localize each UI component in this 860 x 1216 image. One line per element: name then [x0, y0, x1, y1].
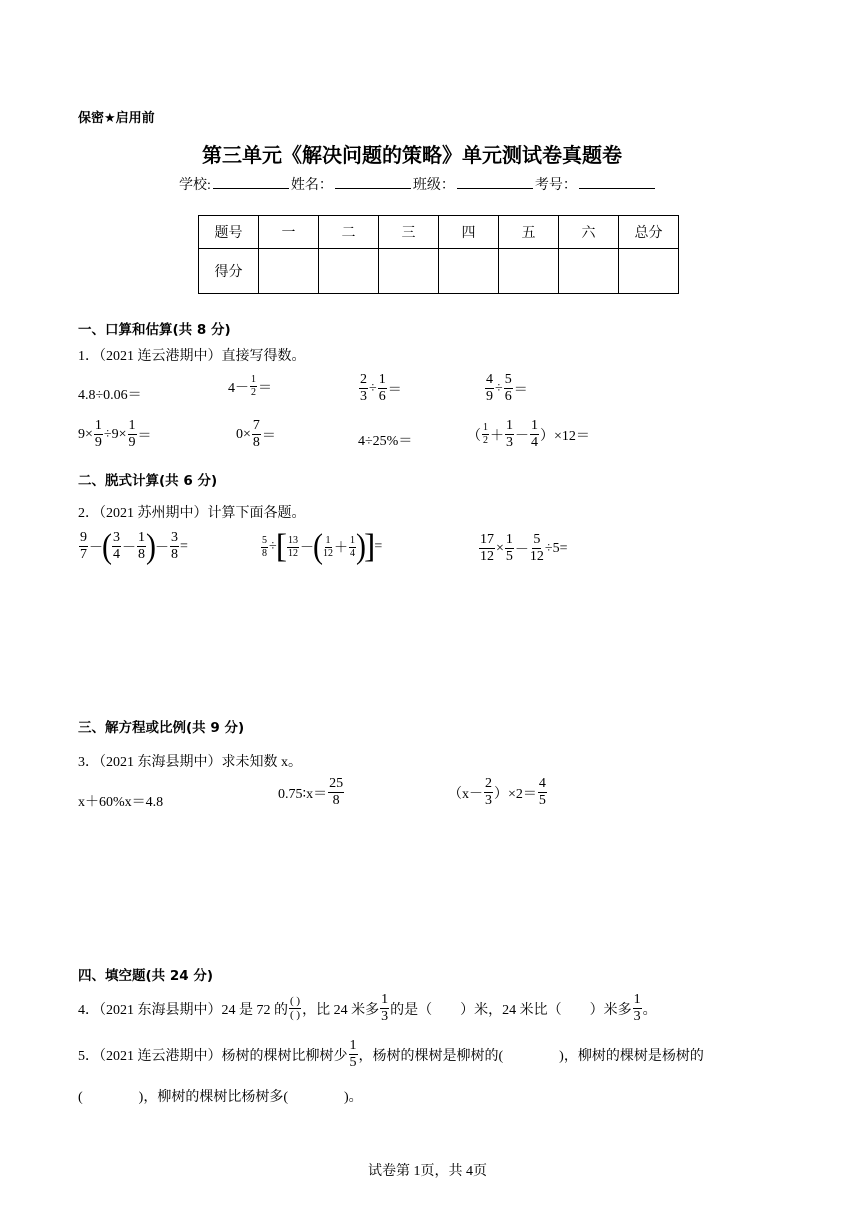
denominator: 8 [138, 547, 145, 562]
denominator: 9 [94, 435, 102, 450]
denominator: 6 [378, 389, 386, 404]
score-table-header-cell: 四 [439, 216, 499, 249]
q1-b-fraction [250, 375, 257, 398]
denominator: 3 [506, 435, 513, 450]
numerator: 1 [381, 992, 389, 1007]
name-label: 姓名： [290, 178, 333, 193]
score-cell[interactable] [319, 249, 379, 294]
school-blank[interactable] [213, 176, 289, 189]
q1-h-fraction-2 [505, 419, 514, 450]
denominator: 3 [381, 1009, 389, 1024]
q2-a-fraction-4 [170, 531, 179, 562]
denominator: 4 [113, 547, 120, 562]
score-cell[interactable] [439, 249, 499, 294]
exam-no-label: 考号： [534, 178, 577, 193]
q1-f-text-2: ＝ [261, 428, 276, 444]
q2-b-minus: － [300, 541, 315, 556]
q3-item-a [78, 791, 163, 811]
q1-item-f [236, 419, 276, 450]
score-table-header-cell: 题号 [199, 216, 259, 249]
q2-a-minus-2: － [122, 540, 136, 556]
q4-text-2: ，比 24 米多 [302, 1002, 380, 1018]
q4-text-3: 的是（ ）米，24 米比（ ）米多 [390, 1002, 632, 1018]
q2-b-fraction-1 [261, 536, 268, 559]
numerator: 2 [485, 776, 492, 791]
score-table-header-cell: 一 [259, 216, 319, 249]
q2-item-b [260, 527, 383, 566]
numerator: 17 [480, 532, 494, 547]
q2-a-fraction-2 [112, 531, 121, 562]
q3-item-c [448, 777, 548, 808]
numerator: 3 [171, 530, 178, 545]
exam-no-blank[interactable] [579, 176, 655, 189]
q1-c-op: ÷ [369, 380, 377, 396]
q2-b-plus: ＋ [334, 541, 349, 556]
numerator: 13 [288, 534, 299, 546]
numerator: 1 [505, 532, 513, 547]
q2-b-op: ÷ [269, 539, 277, 554]
numerator: 1 [128, 418, 136, 433]
q4-text-1: 4．（2021 东海县期中）24 是 72 的 [78, 1002, 288, 1018]
q4-blank-fraction[interactable] [289, 996, 301, 1021]
q1-item-d [484, 373, 528, 404]
school-label: 学校: [179, 178, 211, 193]
right-paren: ) [356, 527, 367, 566]
q3-c-fraction-1 [484, 777, 493, 808]
score-table [198, 215, 679, 294]
score-table-header-row [199, 216, 679, 249]
score-table-header-cell: 总分 [619, 216, 679, 249]
q1-e-fraction-1 [94, 419, 103, 450]
q3-item-b [278, 777, 345, 808]
score-table-header-cell: 二 [319, 216, 379, 249]
denominator: 9 [128, 435, 136, 450]
left-bracket: [ [275, 528, 288, 565]
q1-b-text-1: 4－ [228, 380, 249, 396]
page-title: 第三单元《解决问题的策略》单元测试卷真题卷 [202, 143, 622, 167]
name-blank[interactable] [335, 176, 411, 189]
denominator: 7 [80, 547, 87, 562]
q3-a-text: x＋60%x＝4.8 [78, 795, 164, 810]
numerator: 3 [113, 530, 120, 545]
q1-c-fraction-1 [359, 373, 368, 404]
q2-item-a [78, 526, 188, 565]
numerator: 1 [350, 534, 356, 546]
q1-d-fraction-2 [504, 373, 513, 404]
q4-text-4: 。 [642, 1002, 657, 1018]
q1-item-g [358, 430, 412, 450]
section-1-title: 一、口算和估算(共 8 分) [78, 322, 231, 338]
numerator: 4 [538, 776, 546, 791]
q2-b-fraction-2 [287, 536, 299, 559]
q1-item-b [228, 375, 272, 398]
q2-b-eq: = [374, 539, 383, 554]
denominator: 3 [633, 1009, 641, 1024]
numerator: 9 [80, 530, 87, 545]
q3-c-text-2: ）×2＝ [494, 786, 537, 802]
numerator: 5 [533, 532, 541, 547]
class-label: 班级： [412, 178, 455, 193]
q1-d-eq: ＝ [513, 382, 528, 398]
denominator: 3 [360, 389, 367, 404]
numerator: 1 [94, 418, 102, 433]
question-1-prompt: 1．（2021 连云港期中）直接写得数。 [78, 349, 306, 364]
q5-text-1: 5．（2021 连云港期中）杨树的棵树比柳树少 [78, 1048, 348, 1064]
q3-b-fraction [328, 777, 344, 808]
page-footer: 试卷第 1页，共 4页 [368, 1164, 487, 1179]
q1-item-h [467, 419, 590, 450]
q3-c-fraction-2 [538, 777, 547, 808]
denominator: 8 [171, 547, 178, 562]
denominator: 12 [323, 547, 334, 559]
q2-c-fraction-3 [530, 533, 544, 564]
score-cell[interactable] [259, 249, 319, 294]
q1-e-fraction-2 [128, 419, 137, 450]
q5-text-2: ，杨树的棵树是柳树的( )，柳树的棵树是杨树的 [358, 1048, 704, 1064]
q2-a-minus-3: － [155, 540, 169, 556]
denominator: 12 [288, 547, 299, 559]
denominator: 6 [504, 389, 512, 404]
q2-c-fraction-1 [479, 533, 495, 564]
right-bracket: ] [364, 528, 376, 565]
numerator: 2 [360, 372, 367, 387]
numerator: 1 [506, 418, 513, 433]
question-2-prompt: 2．（2021 苏州期中）计算下面各题。 [78, 506, 306, 521]
q1-d-op: ÷ [495, 380, 503, 396]
question-5 [78, 1039, 704, 1070]
q1-f-text-1: 0× [236, 426, 251, 442]
score-cell[interactable] [379, 249, 439, 294]
q3-c-text-1: （x－ [448, 786, 483, 802]
q2-c-minus: － [514, 542, 529, 558]
q2-a-eq: = [180, 538, 188, 554]
denominator: 4 [350, 547, 356, 559]
q5-fraction [349, 1039, 358, 1070]
q1-item-a [78, 384, 142, 404]
q4-fraction-3 [633, 993, 642, 1024]
numerator: 5 [504, 372, 512, 387]
q1-d-fraction-1 [485, 373, 494, 404]
denominator: 3 [485, 793, 492, 808]
denominator: 9 [486, 389, 493, 404]
denominator: 8 [262, 547, 267, 559]
q1-item-a-text: 4.8÷0.06＝ [78, 388, 142, 403]
numerator: 1 [531, 418, 538, 433]
q1-h-text-1: （ [467, 428, 481, 444]
q1-e-text-3: ＝ [137, 428, 152, 444]
denominator: 8 [252, 435, 260, 450]
section-4-title: 四、填空题(共 24 分) [78, 968, 214, 984]
denominator: 4 [531, 435, 538, 450]
question-4 [78, 993, 657, 1024]
right-paren: ) [146, 526, 156, 565]
score-cell[interactable] [499, 249, 559, 294]
numerator: 1 [325, 534, 331, 546]
question-3-prompt: 3．（2021 东海县期中）求未知数 x。 [78, 755, 302, 770]
student-info-line [179, 174, 657, 194]
q2-a-fraction-1 [79, 531, 88, 562]
q1-h-text-2: ＋ [490, 428, 504, 444]
numerator: 1 [378, 372, 386, 387]
denominator: 5 [505, 549, 513, 564]
q4-fraction-2 [380, 993, 389, 1024]
numerator: 1 [138, 530, 145, 545]
denominator: 12 [529, 549, 544, 564]
denominator: 2 [251, 387, 256, 398]
score-table-header-cell: 三 [379, 216, 439, 249]
q2-b-fraction-4 [349, 536, 356, 559]
score-cell[interactable] [619, 249, 679, 294]
numerator: 25 [329, 776, 344, 791]
denominator: 12 [480, 549, 494, 564]
section-2-title: 二、脱式计算(共 6 分) [78, 473, 218, 489]
q1-g-text: 4÷25%＝ [358, 434, 413, 449]
q2-item-c [478, 533, 568, 564]
q1-e-text-2: ÷9× [103, 426, 127, 442]
q2-a-fraction-3 [137, 531, 146, 562]
secret-mark: 保密★启用前 [78, 111, 155, 126]
q2-c-fraction-2 [505, 533, 514, 564]
numerator: 5 [262, 534, 267, 546]
score-cell[interactable] [559, 249, 619, 294]
section-3-title: 三、解方程或比例(共 9 分) [78, 720, 245, 736]
class-blank[interactable] [457, 176, 533, 189]
numerator: 7 [252, 418, 260, 433]
q1-h-fraction-3 [530, 419, 539, 450]
numerator: 4 [486, 372, 493, 387]
q1-c-eq: ＝ [387, 382, 402, 398]
numerator: 1 [483, 422, 488, 433]
score-table-header-cell: 六 [559, 216, 619, 249]
numerator: 1 [633, 992, 641, 1007]
denominator: 8 [332, 793, 340, 808]
q1-item-c [358, 373, 402, 404]
q1-h-fraction-1 [482, 423, 489, 446]
score-table-score-row [199, 249, 679, 294]
q3-b-text: 0.75∶x＝ [278, 786, 328, 802]
denominator: 2 [483, 435, 488, 446]
q2-b-fraction-3 [323, 536, 333, 559]
q1-item-e [78, 419, 152, 450]
q1-c-fraction-2 [378, 373, 387, 404]
left-paren: ( [102, 526, 112, 565]
q1-f-fraction [252, 419, 261, 450]
denominator: 5 [349, 1055, 357, 1070]
numerator: 1 [349, 1038, 357, 1053]
q1-b-text-2: ＝ [258, 380, 272, 396]
q2-a-minus-1: － [89, 540, 103, 556]
score-row-label: 得分 [199, 249, 259, 294]
score-table-header-cell: 五 [499, 216, 559, 249]
q5-line-2: ( )，柳树的棵树比杨树多( )。 [78, 1090, 363, 1105]
q1-h-text-4: ）×12＝ [540, 428, 590, 444]
denominator: 5 [538, 793, 546, 808]
numerator-blank[interactable]: ( ) [290, 995, 301, 1007]
left-paren: ( [313, 527, 324, 566]
q2-c-times: × [496, 540, 504, 556]
q1-e-text-1: 9× [78, 426, 93, 442]
q1-h-text-3: － [515, 428, 529, 444]
denominator-blank[interactable]: ( ) [290, 1009, 301, 1021]
numerator: 1 [251, 374, 256, 385]
q2-c-tail: ÷5= [544, 540, 568, 556]
